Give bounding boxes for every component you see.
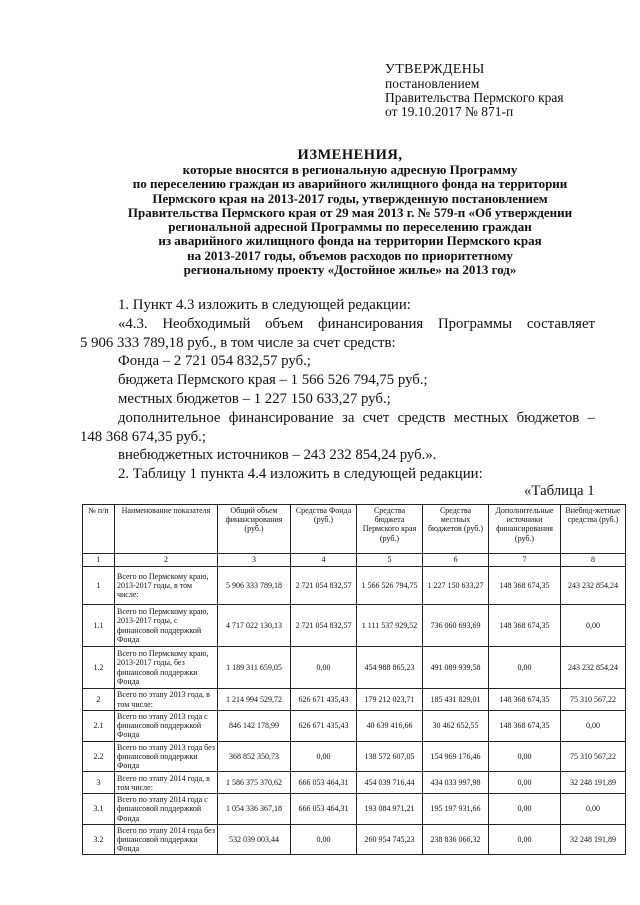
amount-cell: 0,00 <box>561 605 626 647</box>
column-number: 6 <box>423 554 489 567</box>
amount-cell: 1 214 994 529,72 <box>218 689 291 711</box>
column-number: 3 <box>218 554 291 567</box>
amount-cell: 260 954 745,23 <box>357 824 423 855</box>
column-number: 8 <box>561 554 626 567</box>
word: счет <box>362 410 390 426</box>
subtitle-line: региональному проекту «Достойное жилье» на 2013 год» <box>183 262 517 278</box>
paragraph-4: бюджета Пермского края – 1 566 526 794,75 руб.; <box>118 372 428 388</box>
row-number-cell: 2 <box>83 689 115 711</box>
table-row <box>83 689 626 711</box>
table-row <box>83 647 626 689</box>
indicator-name-cell: Всего по этапу 2014 года, в том числе: <box>115 772 218 794</box>
amount-cell: 0,00 <box>489 772 561 794</box>
amount-cell: 185 431 829,01 <box>423 689 489 711</box>
amount-cell: 846 142 178,99 <box>218 711 291 742</box>
column-number: 5 <box>357 554 423 567</box>
header-cell: № п/п <box>83 505 115 554</box>
column-number-row <box>83 554 626 567</box>
header-cell: Средства Фонда (руб.) <box>291 505 357 554</box>
amount-cell: 454 988 865,23 <box>357 647 423 689</box>
paragraph-6-continuation: 148 368 674,35 руб.; <box>80 429 206 445</box>
word: средств <box>397 410 446 426</box>
row-number-cell: 2.2 <box>83 741 115 772</box>
subtitle-line: по переселению граждан из аварийного жилищного фонда на территории <box>132 176 568 192</box>
amount-cell: 2 721 054 832,57 <box>291 605 357 647</box>
amount-cell: 4 717 022 130,13 <box>218 605 291 647</box>
header-cell: Общий объем финансирования (руб.) <box>218 505 291 554</box>
amount-cell: 1 054 336 367,18 <box>218 794 291 825</box>
indicator-name-cell: Всего по этапу 2013 года с финансовой поддержкой Фонда <box>115 711 218 742</box>
amount-cell: 626 671 435,43 <box>291 689 357 711</box>
subtitle-line: которые вносятся в региональную адресную Программу <box>182 162 518 177</box>
column-number: 1 <box>83 554 115 567</box>
amount-cell: 148 368 674,35 <box>489 689 561 711</box>
word: местных <box>453 410 509 426</box>
paragraph-3: Фонда – 2 721 054 832,57 руб.; <box>118 353 311 369</box>
amount-cell: 179 212 023,71 <box>357 689 423 711</box>
amount-cell: 434 033 997,98 <box>423 772 489 794</box>
paragraph-1: 1. Пункт 4.3 изложить в следующей редакции: <box>118 297 411 313</box>
indicator-name-cell: Всего по этапу 2013 года без финансовой поддержки Фонда <box>115 741 218 772</box>
amount-cell: 0,00 <box>489 794 561 825</box>
word: финансирования <box>318 316 424 332</box>
row-number-cell: 3.1 <box>83 794 115 825</box>
amount-cell: 2 721 054 832,57 <box>291 567 357 605</box>
word: объем <box>265 316 304 332</box>
amount-cell: 1 566 526 794,75 <box>357 567 423 605</box>
table-row <box>83 567 626 605</box>
document-subtitle <box>60 163 640 277</box>
header-cell: Дополнительные источники финансирования (руб.) <box>489 505 561 554</box>
amount-cell: 0,00 <box>489 741 561 772</box>
row-number-cell: 2.1 <box>83 711 115 742</box>
word: финансирование <box>228 410 334 426</box>
row-number-cell: 3 <box>83 772 115 794</box>
amount-cell: 40 639 416,66 <box>357 711 423 742</box>
amount-cell: 243 232 854,24 <box>561 647 626 689</box>
header-cell: Средства местных бюджетов (руб.) <box>423 505 489 554</box>
amount-cell: 30 462 652,55 <box>423 711 489 742</box>
amount-cell: 75 310 567,22 <box>561 689 626 711</box>
header-cell: Средства бюджета Пермского края (руб.) <box>357 505 423 554</box>
table-row <box>83 711 626 742</box>
amount-cell: 1 586 375 370,62 <box>218 772 291 794</box>
amount-cell: 243 232 854,24 <box>561 567 626 605</box>
amount-cell: 193 084 971,21 <box>357 794 423 825</box>
paragraph-6-first-line <box>118 410 595 427</box>
subtitle-line: Правительства Пермского края от 29 мая 2013 г. № 579-п «Об утверждении <box>127 204 573 220</box>
amount-cell: 0,00 <box>291 647 357 689</box>
amount-cell: 0,00 <box>489 647 561 689</box>
subtitle-line: Пермского края на 2013-2017 годы, утвержденную постановлением <box>152 190 548 206</box>
table-row <box>83 605 626 647</box>
amount-cell: 532 039 003,44 <box>218 824 291 855</box>
financing-table <box>82 504 626 855</box>
approval-title: УТВЕРЖДЕНЫ <box>385 62 485 77</box>
amount-cell: 454 039 716,44 <box>357 772 423 794</box>
amount-cell: 666 053 464,31 <box>291 794 357 825</box>
approval-line-1: постановлением <box>385 76 480 91</box>
approval-line-2: Правительства Пермского края <box>385 90 564 105</box>
paragraph-5: местных бюджетов – 1 227 150 633,27 руб.; <box>118 391 391 407</box>
amount-cell: 368 852 350,73 <box>218 741 291 772</box>
table-row <box>83 794 626 825</box>
header-cell: Наименование показателя <box>115 505 218 554</box>
amount-cell: 666 053 464,31 <box>291 772 357 794</box>
amount-cell: 32 248 191,89 <box>561 772 626 794</box>
word: Необходимый <box>162 316 251 332</box>
word: за <box>341 410 355 426</box>
word: – <box>587 410 595 426</box>
subtitle-line: из аварийного жилищного фонда на территории Пермского края <box>158 233 542 249</box>
table-caption: «Таблица 1 <box>524 483 595 499</box>
paragraph-7: внебюджетных источников – 243 232 854,24 руб.». <box>118 447 437 463</box>
indicator-name-cell: Всего по Пермскому краю, 2013-2017 годы, в том числе: <box>115 567 218 605</box>
approval-block <box>385 63 625 119</box>
document-title: ИЗМЕНЕНИЯ, <box>297 147 403 163</box>
indicator-name-cell: Всего по Пермскому краю, 2013-2017 годы, без финансовой поддержки Фонда <box>115 647 218 689</box>
table-row <box>83 772 626 794</box>
indicator-name-cell: Всего по этапу 2014 года с финансовой поддержкой Фонда <box>115 794 218 825</box>
row-number-cell: 1 <box>83 567 115 605</box>
word: бюджетов <box>516 410 580 426</box>
amount-cell: 626 671 435,43 <box>291 711 357 742</box>
amount-cell: 0,00 <box>291 741 357 772</box>
indicator-name-cell: Всего по Пермскому краю, 2013-2017 годы, с финансовой поддержкой Фонда <box>115 605 218 647</box>
word: «4.3. <box>118 316 148 332</box>
amount-cell: 238 836 066,32 <box>423 824 489 855</box>
amount-cell: 32 248 191,89 <box>561 824 626 855</box>
paragraph-8: 2. Таблицу 1 пункта 4.4 изложить в следующей редакции: <box>118 466 483 482</box>
amount-cell: 195 197 931,66 <box>423 794 489 825</box>
column-number: 2 <box>115 554 218 567</box>
amount-cell: 148 368 674,35 <box>489 605 561 647</box>
amount-cell: 154 969 176,46 <box>423 741 489 772</box>
amount-cell: 1 111 537 929,52 <box>357 605 423 647</box>
indicator-name-cell: Всего по этапу 2014 года без финансовой поддержки Фонда <box>115 824 218 855</box>
amount-cell: 148 368 674,35 <box>489 711 561 742</box>
row-number-cell: 1.1 <box>83 605 115 647</box>
amount-cell: 5 906 333 789,18 <box>218 567 291 605</box>
table-row <box>83 824 626 855</box>
amount-cell: 138 572 607,05 <box>357 741 423 772</box>
amount-cell: 0,00 <box>489 824 561 855</box>
table-row <box>83 741 626 772</box>
column-number: 4 <box>291 554 357 567</box>
amount-cell: 1 189 311 659,05 <box>218 647 291 689</box>
row-number-cell: 1.2 <box>83 647 115 689</box>
word: Программы <box>437 316 513 332</box>
amount-cell: 736 060 693,69 <box>423 605 489 647</box>
amount-cell: 0,00 <box>561 794 626 825</box>
subtitle-line: региональной адресной Программы по переселению граждан <box>168 219 532 235</box>
row-number-cell: 3.2 <box>83 824 115 855</box>
approval-line-3: от 19.10.2017 № 871-п <box>385 104 514 119</box>
amount-cell: 0,00 <box>561 711 626 742</box>
amount-cell: 1 227 150 633,27 <box>423 567 489 605</box>
subtitle-line: на 2013-2017 годы, объемов расходов по приоритетному <box>187 247 513 263</box>
word: дополнительное <box>118 410 221 426</box>
amount-cell: 75 310 567,22 <box>561 741 626 772</box>
table-header-row <box>83 505 626 554</box>
header-cell: Внебюд-жетные средства (руб.) <box>561 505 626 554</box>
indicator-name-cell: Всего по этапу 2013 года, в том числе: <box>115 689 218 711</box>
paragraph-2-continuation: 5 906 333 789,18 руб., в том числе за счет средств: <box>80 335 396 351</box>
amount-cell: 491 089 939,58 <box>423 647 489 689</box>
amount-cell: 148 368 674,35 <box>489 567 561 605</box>
column-number: 7 <box>489 554 561 567</box>
paragraph-2-first-line <box>118 316 595 333</box>
amount-cell: 0,00 <box>291 824 357 855</box>
word: составляет <box>526 316 595 332</box>
